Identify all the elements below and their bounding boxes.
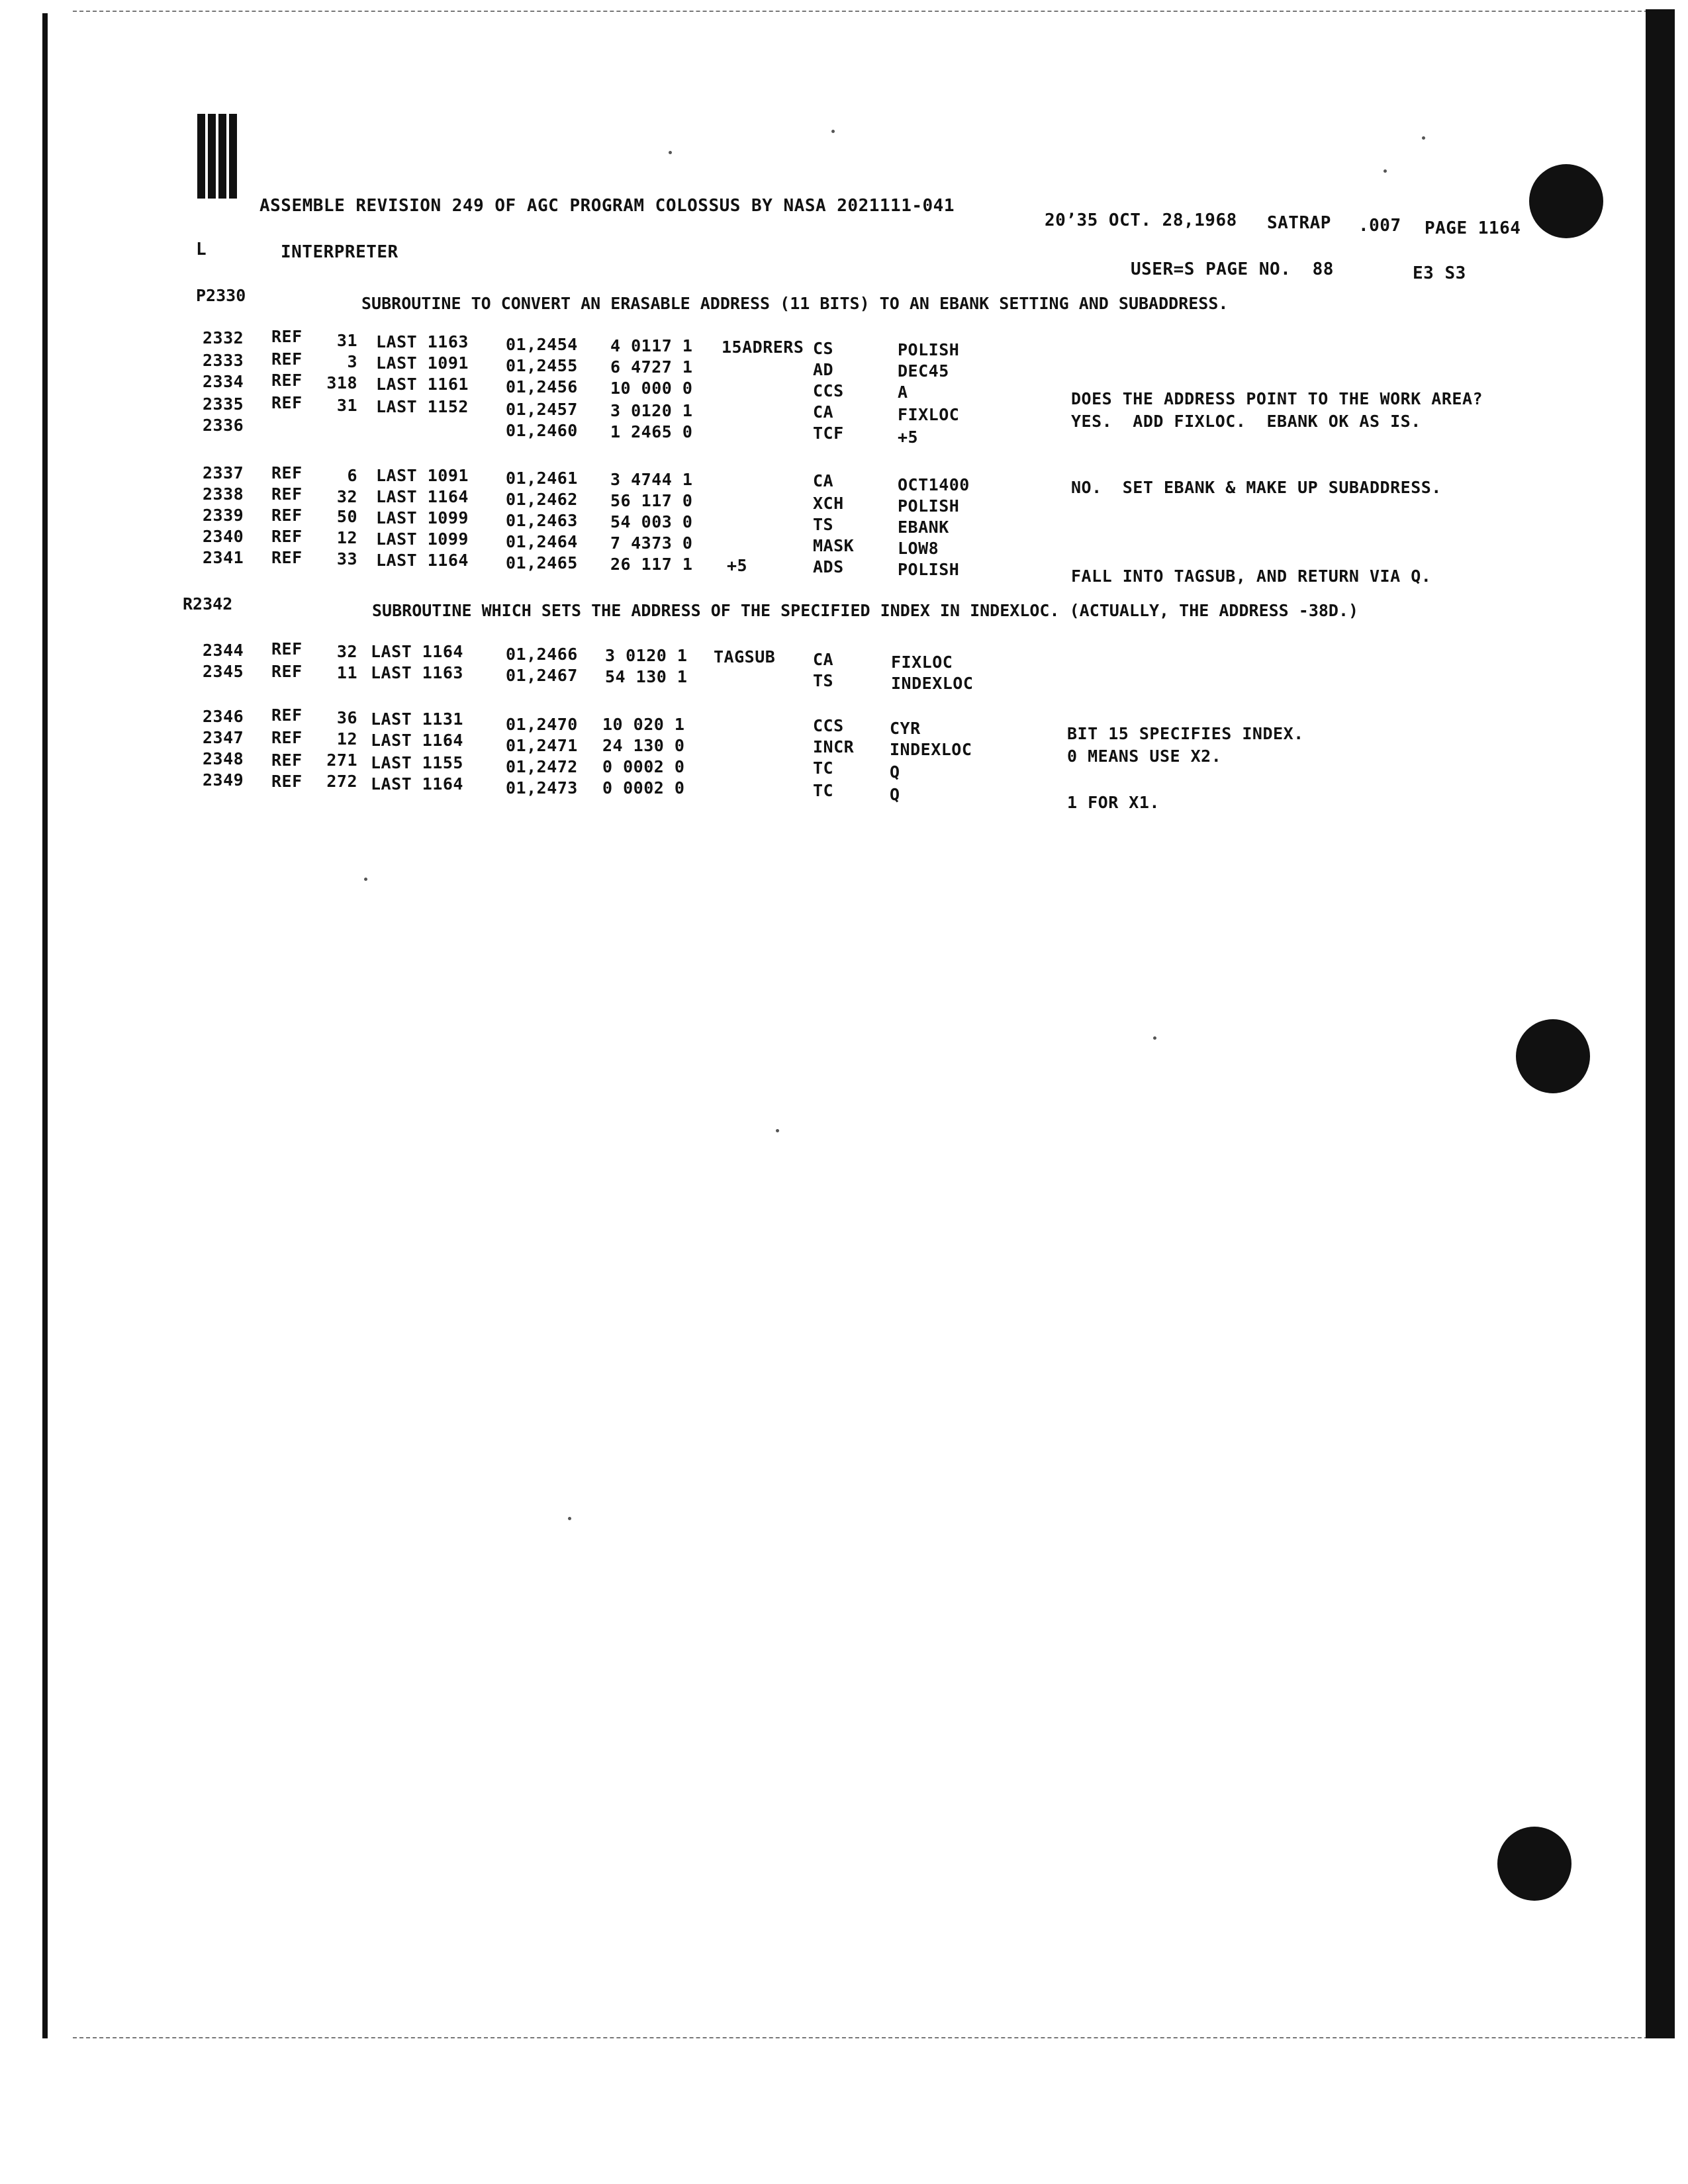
ref-label: REF bbox=[271, 327, 303, 346]
last-ref: LAST 1164 bbox=[376, 487, 469, 506]
ref-label: REF bbox=[271, 371, 303, 390]
speck bbox=[669, 151, 672, 154]
line-comment: 0 MEANS USE X2. bbox=[1067, 747, 1222, 766]
ref-count: 31 bbox=[336, 331, 357, 350]
address: 01,2467 bbox=[506, 666, 578, 685]
last-ref: LAST 1163 bbox=[376, 332, 469, 351]
ref-label: REF bbox=[271, 728, 303, 747]
address: 01,2465 bbox=[506, 553, 578, 572]
run-timestamp: 20’35 OCT. 28,1968 bbox=[1045, 210, 1237, 230]
operand: POLISH bbox=[898, 340, 960, 359]
section-line-number: R2342 bbox=[183, 594, 233, 614]
opcode: CA bbox=[813, 402, 834, 422]
line-number: 2345 bbox=[203, 662, 244, 681]
line-number: 2347 bbox=[203, 728, 244, 747]
ref-count: 3 bbox=[347, 352, 357, 371]
operand: INDEXLOC bbox=[891, 674, 974, 693]
ref-count: 318 bbox=[326, 373, 357, 392]
operand: +5 bbox=[898, 428, 919, 447]
address: 01,2472 bbox=[506, 757, 578, 776]
symbol-label: TAGSUB bbox=[714, 647, 776, 666]
line-number: 2337 bbox=[203, 463, 244, 482]
line-number: 2336 bbox=[203, 416, 244, 435]
speck bbox=[1383, 169, 1387, 173]
ref-label: REF bbox=[271, 527, 303, 546]
ref-count: 6 bbox=[347, 466, 357, 485]
opcode: AD bbox=[813, 360, 834, 379]
ref-label: REF bbox=[271, 393, 303, 412]
address: 01,2461 bbox=[506, 469, 578, 488]
last-ref: LAST 1164 bbox=[371, 642, 463, 661]
version-label: .007 bbox=[1358, 216, 1401, 236]
punch-hole-icon bbox=[1516, 1019, 1590, 1093]
operand: LOW8 bbox=[898, 539, 939, 558]
punch-hole-icon bbox=[1497, 1827, 1571, 1901]
line-comment: BIT 15 SPECIFIES INDEX. bbox=[1067, 724, 1304, 743]
operand: OCT1400 bbox=[898, 475, 970, 494]
octal-code: 26 117 1 bbox=[610, 555, 693, 574]
punch-hole-icon bbox=[1529, 164, 1603, 238]
ref-label: REF bbox=[271, 484, 303, 504]
octal-code: 6 4727 1 bbox=[610, 357, 693, 377]
user-page-label: USER=S PAGE NO. 88 bbox=[1131, 259, 1334, 279]
ref-label: REF bbox=[271, 705, 303, 725]
line-number: 2348 bbox=[203, 749, 244, 768]
ref-count: 32 bbox=[336, 642, 357, 661]
address: 01,2463 bbox=[506, 511, 578, 530]
address: 01,2457 bbox=[506, 400, 578, 419]
opcode: CA bbox=[813, 471, 834, 490]
ref-count: 33 bbox=[336, 549, 357, 569]
speck bbox=[831, 130, 835, 133]
octal-code: 54 003 0 bbox=[610, 512, 693, 531]
octal-code: 56 117 0 bbox=[610, 491, 693, 510]
operand: FIXLOC bbox=[891, 653, 953, 672]
operand: CYR bbox=[890, 719, 921, 738]
line-number: 2346 bbox=[203, 707, 244, 726]
section-comment: SUBROUTINE WHICH SETS THE ADDRESS OF THE SPECIFIED INDEX IN INDEXLOC. (ACTUALLY, THE ADDRESS -38D.) bbox=[372, 601, 1359, 620]
opcode: TS bbox=[813, 515, 834, 534]
line-number: 2335 bbox=[203, 394, 244, 414]
address: 01,2470 bbox=[506, 715, 578, 734]
ref-count: 271 bbox=[326, 751, 357, 770]
page-title: ASSEMBLE REVISION 249 OF AGC PROGRAM COLOSSUS BY NASA 2021111-041 bbox=[259, 196, 955, 216]
tear-line-top bbox=[73, 11, 1675, 12]
ref-count: 36 bbox=[336, 708, 357, 727]
ref-count: 32 bbox=[336, 487, 357, 506]
speck bbox=[364, 878, 367, 881]
section-line-number: P2330 bbox=[196, 286, 246, 305]
sheet-code: E3 S3 bbox=[1413, 263, 1466, 283]
ref-label: REF bbox=[271, 772, 303, 791]
last-ref: LAST 1164 bbox=[371, 731, 463, 750]
opcode: TC bbox=[813, 781, 834, 800]
octal-code: 3 4744 1 bbox=[610, 470, 693, 489]
line-comment: FALL INTO TAGSUB, AND RETURN VIA Q. bbox=[1071, 567, 1432, 586]
line-number: 2338 bbox=[203, 484, 244, 504]
line-number: 2332 bbox=[203, 328, 244, 347]
operand: INDEXLOC bbox=[890, 740, 972, 759]
opcode: CCS bbox=[813, 381, 844, 400]
ref-label: REF bbox=[271, 751, 303, 770]
opcode: TC bbox=[813, 758, 834, 778]
operand: Q bbox=[890, 762, 900, 782]
octal-code: 3 0120 1 bbox=[605, 646, 688, 665]
address: 01,2454 bbox=[506, 335, 578, 354]
line-number: 2349 bbox=[203, 770, 244, 790]
ref-label: REF bbox=[271, 463, 303, 482]
line-comment: DOES THE ADDRESS POINT TO THE WORK AREA? bbox=[1071, 389, 1483, 408]
address: 01,2460 bbox=[506, 421, 578, 440]
address: 01,2473 bbox=[506, 778, 578, 797]
operand: POLISH bbox=[898, 496, 960, 516]
ref-label: REF bbox=[271, 548, 303, 567]
line-number: 2340 bbox=[203, 527, 244, 546]
ref-label: REF bbox=[271, 506, 303, 525]
opcode: CA bbox=[813, 650, 834, 669]
octal-code: 10 020 1 bbox=[602, 715, 685, 734]
operand: Q bbox=[890, 785, 900, 804]
octal-code: 3 0120 1 bbox=[610, 401, 693, 420]
line-number: 2344 bbox=[203, 641, 244, 660]
last-ref: LAST 1164 bbox=[376, 551, 469, 570]
operand: A bbox=[898, 383, 908, 402]
opcode: TCF bbox=[813, 424, 844, 443]
ref-label: REF bbox=[271, 662, 303, 681]
address: 01,2471 bbox=[506, 736, 578, 755]
octal-code: 24 130 0 bbox=[602, 736, 685, 755]
octal-code: 4 0117 1 bbox=[610, 336, 693, 355]
opcode: INCR bbox=[813, 737, 855, 756]
octal-code: 7 4373 0 bbox=[610, 533, 693, 553]
octal-code: 0 0002 0 bbox=[602, 778, 685, 797]
opcode: CCS bbox=[813, 716, 844, 735]
operand: EBANK bbox=[898, 518, 949, 537]
symbol-label: 15ADRERS bbox=[722, 338, 804, 357]
registration-mark-icon bbox=[197, 114, 238, 199]
last-ref: LAST 1163 bbox=[371, 663, 463, 682]
last-ref: LAST 1099 bbox=[376, 529, 469, 549]
octal-code: 10 000 0 bbox=[610, 379, 693, 398]
ref-count: 272 bbox=[326, 772, 357, 791]
ref-count: 12 bbox=[336, 729, 357, 749]
address: 01,2462 bbox=[506, 490, 578, 509]
ref-count: 50 bbox=[336, 507, 357, 526]
page-edge-left bbox=[42, 13, 48, 2038]
run-user: SATRAP bbox=[1267, 213, 1331, 233]
ref-count: 12 bbox=[336, 528, 357, 547]
octal-code: 1 2465 0 bbox=[610, 422, 693, 441]
address: 01,2455 bbox=[506, 356, 578, 375]
last-ref: LAST 1164 bbox=[371, 774, 463, 794]
speck bbox=[1422, 136, 1425, 140]
last-ref: LAST 1161 bbox=[376, 375, 469, 394]
opcode: MASK bbox=[813, 536, 855, 555]
operand: POLISH bbox=[898, 560, 960, 579]
opcode: CS bbox=[813, 339, 834, 358]
speck bbox=[776, 1129, 779, 1132]
ref-label: REF bbox=[271, 639, 303, 659]
line-number: 2339 bbox=[203, 506, 244, 525]
address: 01,2456 bbox=[506, 377, 578, 396]
address: 01,2464 bbox=[506, 532, 578, 551]
page-edge-right bbox=[1646, 9, 1675, 2038]
tear-line-bottom bbox=[73, 2037, 1675, 2038]
line-number: 2333 bbox=[203, 351, 244, 370]
ref-count: 31 bbox=[336, 396, 357, 415]
last-ref: LAST 1155 bbox=[371, 753, 463, 772]
last-ref: LAST 1131 bbox=[371, 709, 463, 729]
symbol-label: +5 bbox=[727, 556, 748, 575]
octal-code: 54 130 1 bbox=[605, 667, 688, 686]
opcode: TS bbox=[813, 671, 834, 690]
last-ref: LAST 1152 bbox=[376, 397, 469, 416]
line-comment: YES. ADD FIXLOC. EBANK OK AS IS. bbox=[1071, 412, 1421, 431]
speck bbox=[568, 1517, 571, 1520]
opcode: ADS bbox=[813, 557, 844, 576]
line-number: 2334 bbox=[203, 372, 244, 391]
last-ref: LAST 1099 bbox=[376, 508, 469, 527]
ref-count: 11 bbox=[336, 663, 357, 682]
page-number: PAGE 1164 bbox=[1425, 218, 1521, 238]
opcode: XCH bbox=[813, 494, 844, 513]
line-comment: 1 FOR X1. bbox=[1067, 793, 1160, 812]
address: 01,2466 bbox=[506, 645, 578, 664]
operand: DEC45 bbox=[898, 361, 949, 381]
section-comment: SUBROUTINE TO CONVERT AN ERASABLE ADDRESS (11 BITS) TO AN EBANK SETTING AND SUBADDRESS. bbox=[361, 294, 1229, 313]
speck bbox=[1153, 1036, 1156, 1040]
line-number: 2341 bbox=[203, 548, 244, 567]
line-prefix: L bbox=[196, 240, 207, 259]
last-ref: LAST 1091 bbox=[376, 353, 469, 373]
octal-code: 0 0002 0 bbox=[602, 757, 685, 776]
line-comment: NO. SET EBANK & MAKE UP SUBADDRESS. bbox=[1071, 478, 1442, 497]
last-ref: LAST 1091 bbox=[376, 466, 469, 485]
ref-label: REF bbox=[271, 349, 303, 369]
section-name: INTERPRETER bbox=[281, 242, 399, 262]
operand: FIXLOC bbox=[898, 405, 960, 424]
